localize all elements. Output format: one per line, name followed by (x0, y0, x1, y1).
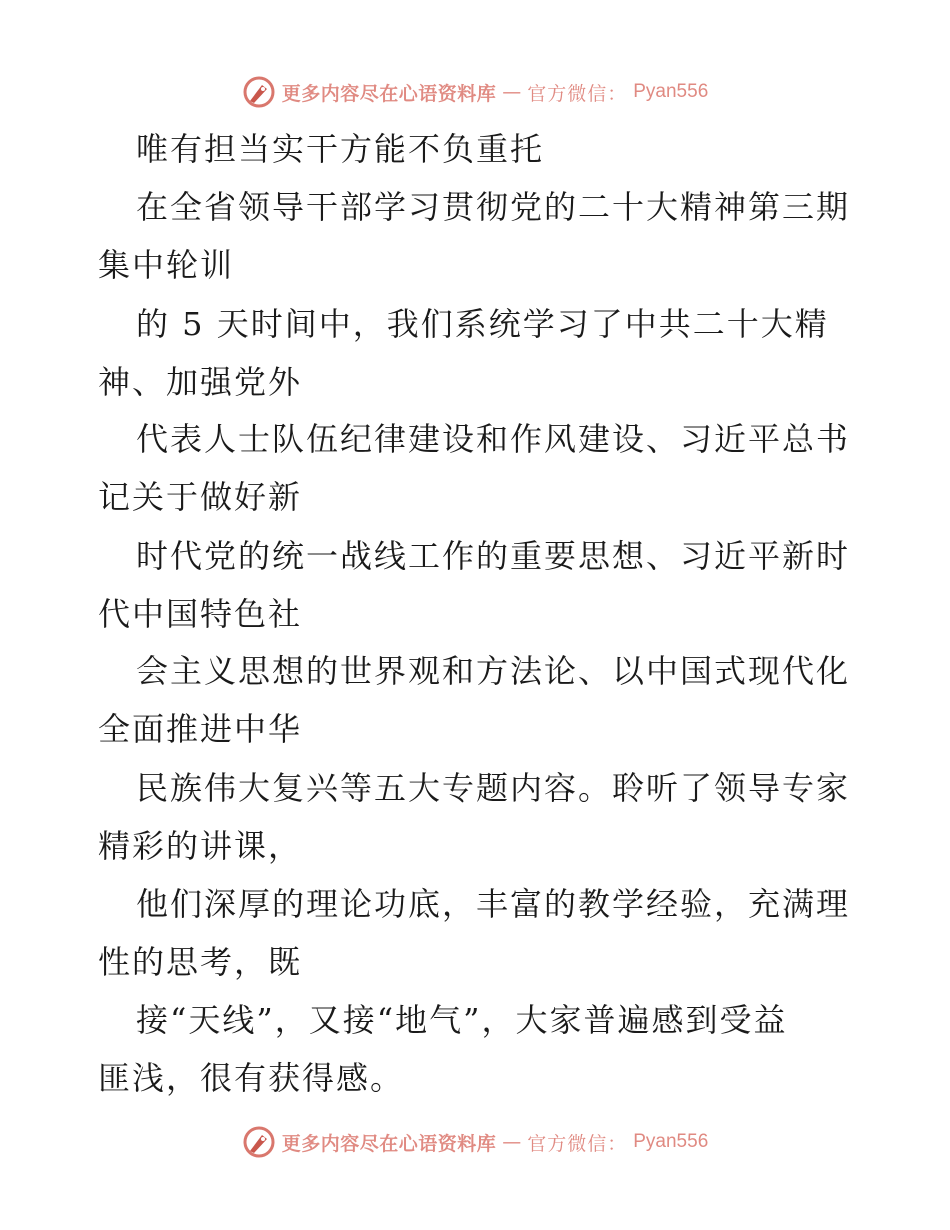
paragraph-line: 记关于做好新 (98, 478, 303, 516)
paragraph-line: 在全省领导干部学习贯彻党的二十大精神第三期 (136, 188, 851, 226)
watermark-wechat-label: 官方微信： (527, 1132, 628, 1155)
paragraph-line: 民族伟大复兴等五大专题内容。聆听了领导专家 (136, 769, 851, 807)
footer-watermark (0, 1122, 950, 1162)
pen-nib-logo-icon (242, 75, 276, 109)
paragraph-line: 代表人士队伍纪律建设和作风建设、习近平总书 (136, 420, 851, 458)
paragraph-line: 代中国特色社 (98, 595, 303, 633)
watermark-site-text: 更多内容尽在心语资料库 (281, 1132, 497, 1155)
paragraph-line: 接“天线”，又接“地气”，大家普遍感到受益 (136, 1001, 788, 1039)
document-title: 唯有担当实干方能不负重托 (136, 130, 545, 168)
header-watermark (0, 72, 950, 112)
paragraph-line: 精彩的讲课， (98, 827, 303, 865)
paragraph-line: 会主义思想的世界观和方法论、以中国式现代化 (136, 652, 851, 690)
paragraph-line: 性的思考，既 (98, 943, 303, 981)
watermark-site-text: 更多内容尽在心语资料库 (281, 82, 497, 105)
paragraph-line: 时代党的统一战线工作的重要思想、习近平新时 (136, 537, 851, 575)
paragraph-line: 全面推进中华 (98, 710, 303, 748)
watermark-dash: — (502, 1131, 522, 1153)
watermark-wechat-id: Pyan556 (633, 1131, 709, 1152)
watermark-wechat-id: Pyan556 (633, 81, 709, 102)
watermark-dash: — (502, 81, 522, 103)
paragraph-line: 集中轮训 (98, 246, 235, 284)
paragraph-line: 的 5 天时间中，我们系统学习了中共二十大精 (136, 305, 829, 343)
paragraph-line: 神、加强党外 (98, 363, 303, 401)
paragraph-line: 他们深厚的理论功底，丰富的教学经验，充满理 (136, 885, 851, 923)
paragraph-line: 匪浅，很有获得感。 (98, 1059, 405, 1097)
watermark-wechat-label: 官方微信： (527, 82, 628, 105)
pen-nib-logo-icon (242, 1125, 276, 1159)
